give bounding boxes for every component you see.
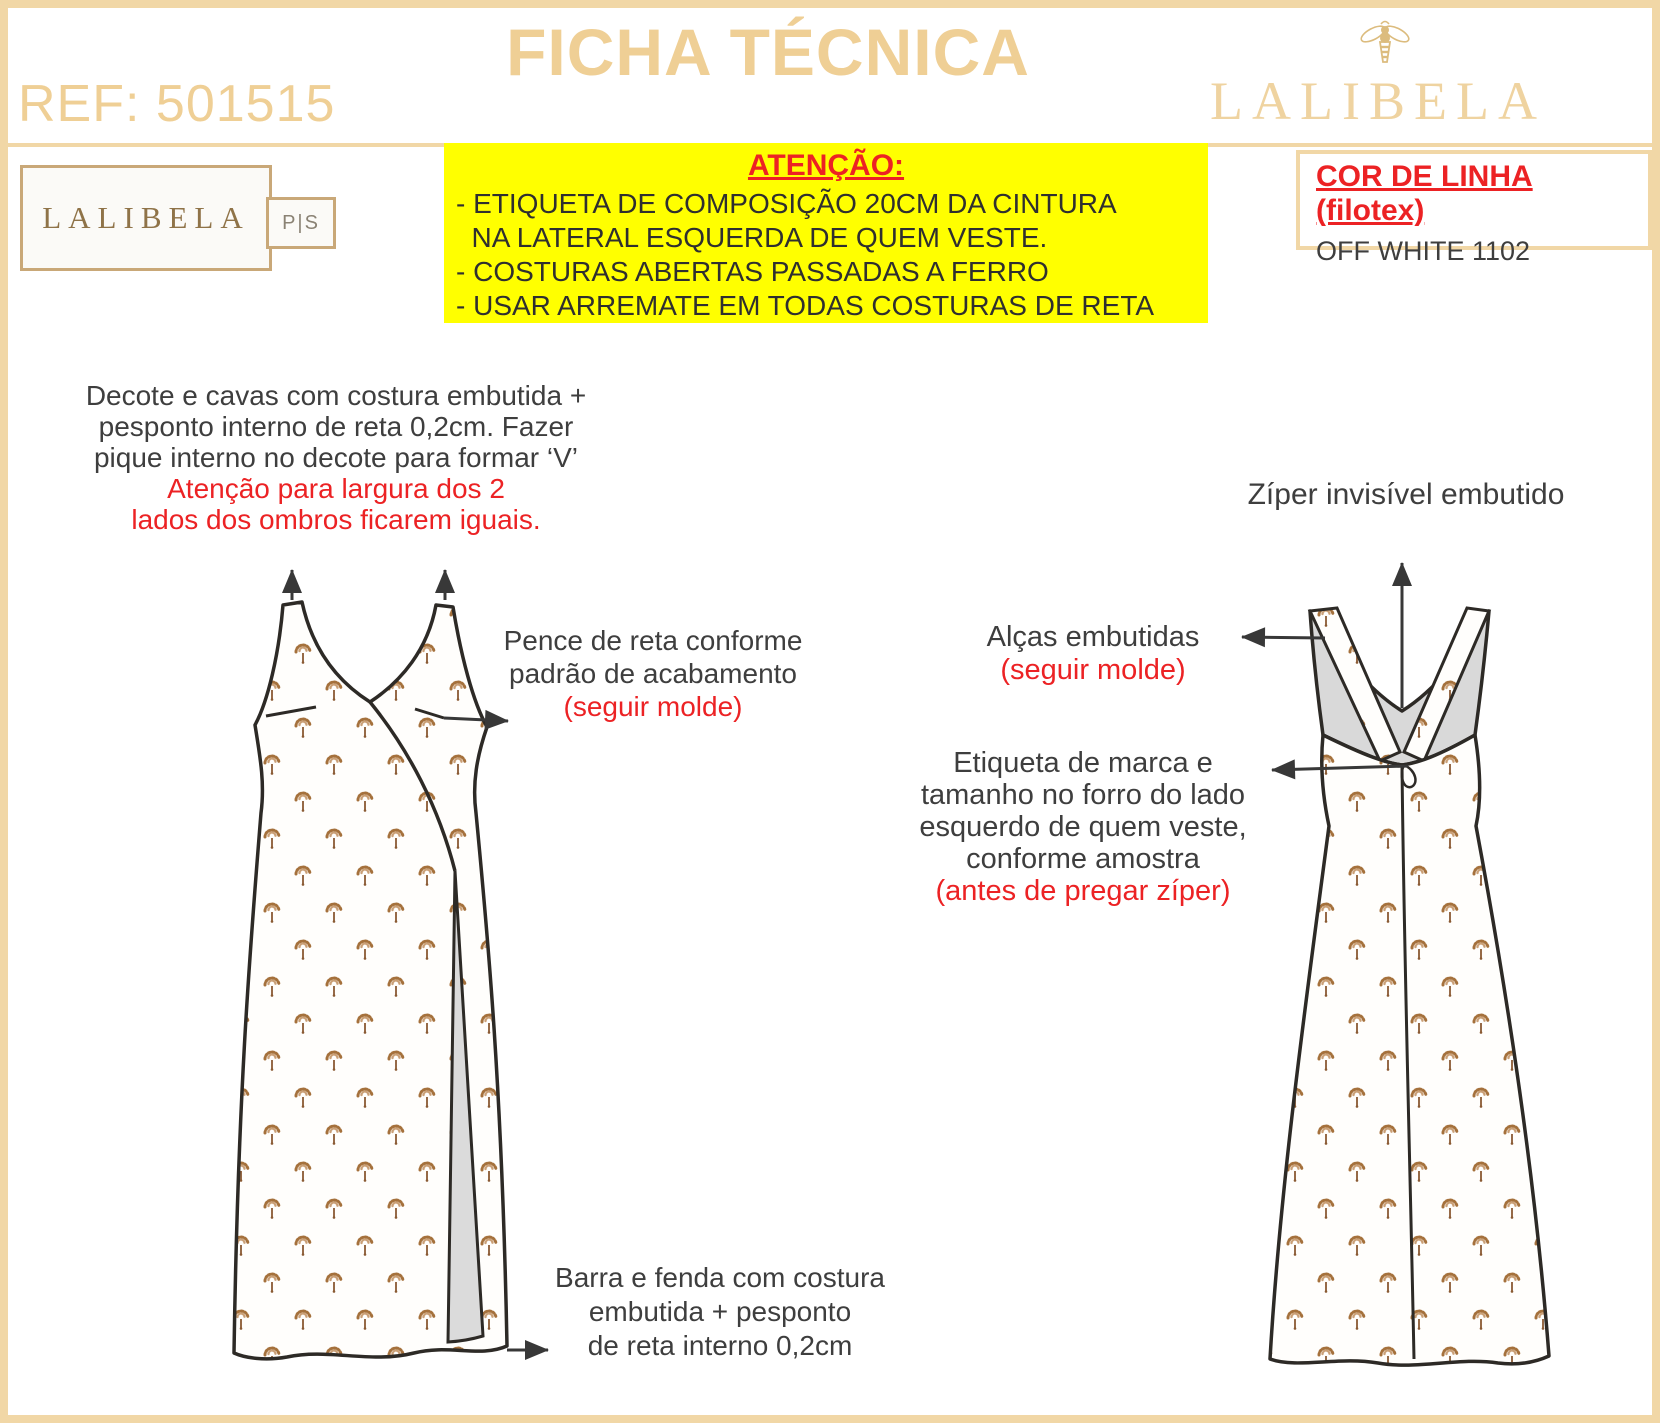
annotation-dart <box>470 624 836 723</box>
attention-line: - COSTURAS ABERTAS PASSADAS A FERRO <box>456 256 1049 287</box>
annotation-text: de reta interno 0,2cm <box>587 1330 853 1361</box>
annotation-text: Pence de reta conforme <box>503 625 803 656</box>
annotation-brand-label <box>896 747 1270 907</box>
annotation-warning-text: lados dos ombros ficarem iguais. <box>131 504 541 535</box>
thread-color-value: OFF WHITE 1102 <box>1316 236 1531 266</box>
annotation-neckline <box>68 380 604 535</box>
annotation-text: Barra e fenda com costura <box>555 1262 885 1293</box>
annotation-text: Zíper invisível embutido <box>1247 478 1565 511</box>
attention-line: - ETIQUETA DE COMPOSIÇÃO 20CM DA CINTURA <box>456 188 1117 219</box>
annotation-text: pique interno no decote para formar ‘V’ <box>93 442 579 473</box>
annotation-text: Etiqueta de marca e <box>953 747 1213 779</box>
annotation-warning-text: (seguir molde) <box>563 691 743 722</box>
straps-annotation-arrow <box>1242 637 1325 638</box>
annotation-text: esquerdo de quem veste, <box>919 811 1247 843</box>
annotation-zipper <box>1238 478 1574 511</box>
annotation-warning-text: (seguir molde) <box>1000 654 1186 686</box>
annotation-text: embutida + pesponto <box>588 1296 852 1327</box>
brand-wordmark: LALIBELA <box>1210 71 1546 131</box>
back-dress-drawing <box>1242 563 1549 1365</box>
reference-number: REF: 501515 <box>18 75 336 133</box>
supplier-logo-text: LALIBELA <box>42 200 250 235</box>
annotation-warning-text: (antes de pregar zíper) <box>935 875 1231 907</box>
annotation-text: tamanho no forro do lado <box>920 779 1246 811</box>
annotation-text: Decote e cavas com costura embutida + <box>85 380 587 411</box>
annotation-warning-text: Atenção para largura dos 2 <box>167 473 505 504</box>
thread-color-title: COR DE LINHA (filotex) <box>1316 160 1533 227</box>
annotation-hem <box>532 1261 908 1363</box>
page-title: FICHA TÉCNICA <box>506 15 1030 89</box>
annotation-straps <box>938 621 1248 687</box>
attention-title: ATENÇÃO: <box>747 149 905 182</box>
supplier-logo-suffix: P|S <box>282 211 320 234</box>
attention-line: - USAR ARREMATE EM TODAS COSTURAS DE RETA <box>456 290 1155 321</box>
annotation-text: conforme amostra <box>966 843 1200 875</box>
back-skirt <box>1270 735 1549 1365</box>
attention-line: NA LATERAL ESQUERDA DE QUEM VESTE. <box>456 222 1048 253</box>
annotation-text: padrão de acabamento <box>509 658 797 689</box>
annotation-text: pesponto interno de reta 0,2cm. Fazer <box>98 411 574 442</box>
annotation-text: Alças embutidas <box>986 621 1200 653</box>
